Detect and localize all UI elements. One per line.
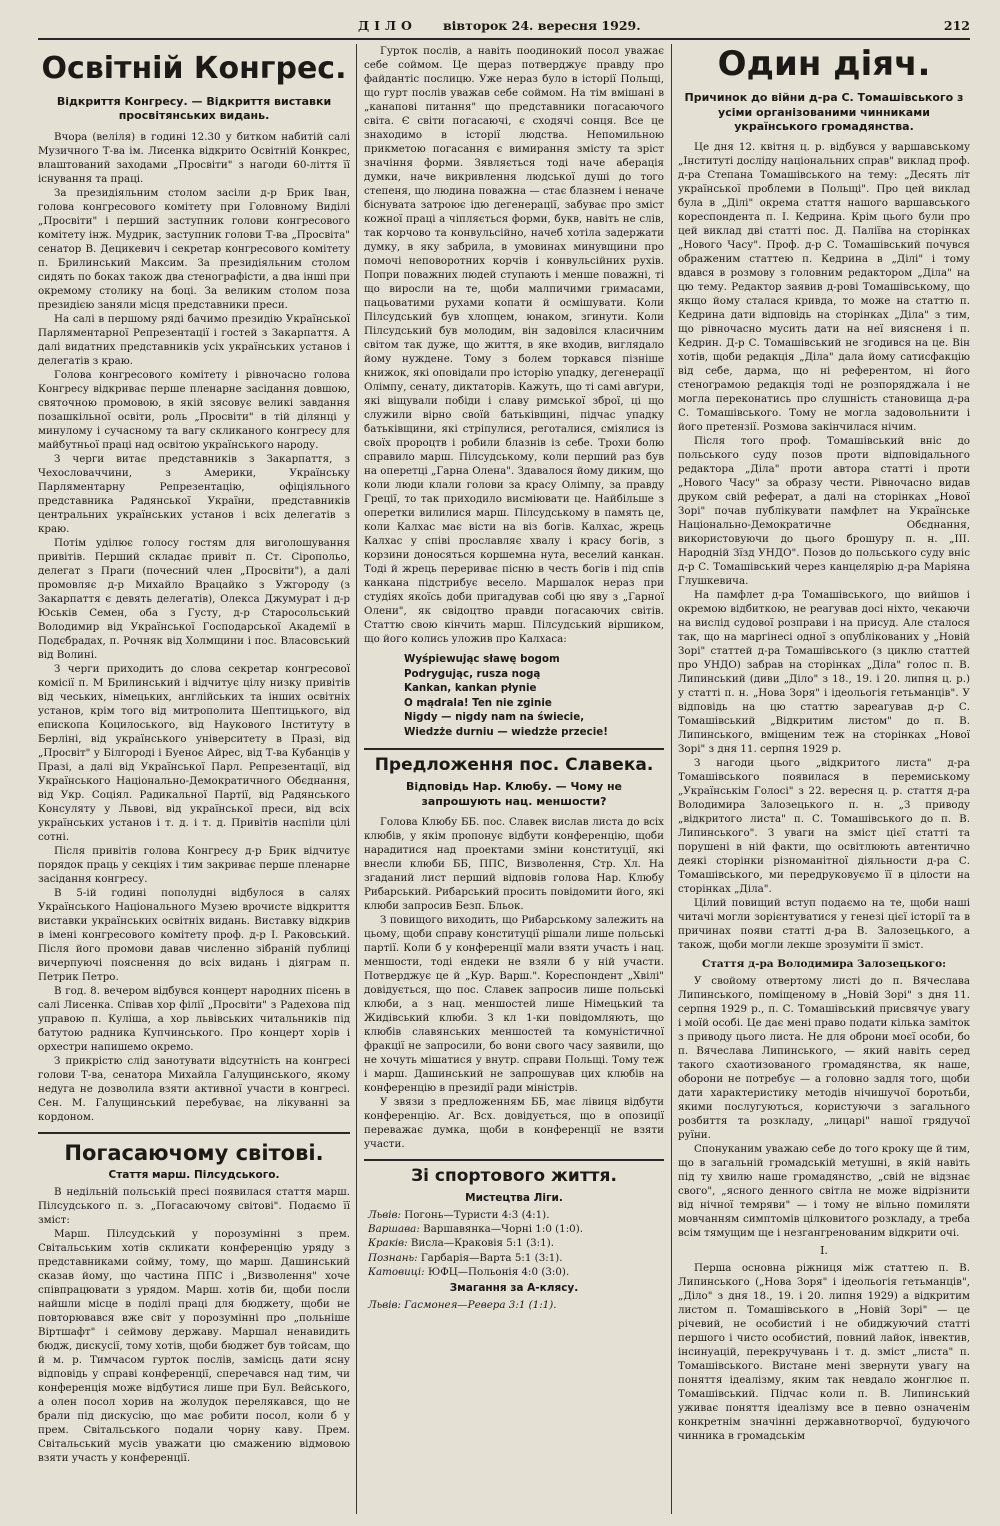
sport-city: Познань: — [368, 1251, 418, 1264]
paragraph: На памфлет д-ра Томашівського, що вийшов і окремою відбиткою, не реагував досі ніхто, чекаючи на вислід судової розправи і на присуд. Але сталося так, що на маргінесі одної з опублікованих у „Новій Зорі" статтей д-ра Томашівського (з циклю статтей про УНДО) забрав на сторінках „Діла" голос п. В. Липинський (диви „Діло" з 18., 19. і 20. липня ц. р.) у статті п. н. „Нова Зоря" і ідеольогія гетьманців". У відповідь на цю статтю зареагував д-р С. Томашівський „Відкритим листом" до п. В. Липинського, вміщеним теж на сторінках „Нової Зорі" з дня 11. серпня 1929 р. — [678, 589, 970, 756]
paragraph: У свойому отвертому листі до п. Вячеслава Липинського, поміщеному в „Новій Зорі" з дня 11. серпня 1929 р., п. С. Томашівський присвячує увагу і моїй особі. Це дає мені право подати кілька заміток з приводу цього листа. Не для оброни моєї особи, бо п. Вячеслава Липинського, — який навіть серед такого схаотизованого громадянства, як наше, оборони не потребує — а головно задля того, щоби дати характеристику методів нічишучої боротьби, якими послугуються, користуючи з загального розбиття та розкладу, „лицарі" нашої грядучої руїни. — [678, 975, 970, 1142]
paragraph: Гурток послів, а навіть поодинокий посол уважає себе соймом. Це щераз потверджує правду про файдантіс послицю. Уже нераз було в історії Польщі, що гурт послів уважав себе соймом. На тім вмішані в „канапові питання" що представники погасаючого світа. Є світи погасаючі, є сходячі сонця. Все це знаходимо в історії людства. Непомильною прикметою погасання є вимирання змісту та зріст значіння форми. Зявляється тоді наче аберація думки, наче викривлення людської душі до того степеня, що людина поважна — стає блазнем і неначе біснувата затроює ідю дегенерації, забуває про зміст кожної праці а чіпляється форми, букв, навіть не слів, так корчово та конвульсійно, начеб хотіла задержати думку, в яку забрила, в умовинах минувщини про помочі неповоротних корчів і конвульсійних рухів. Попри поважних людей ступають і менше поважні, ті що виросли на те, щоби малпичими гримасами, пацьоватими рухами копати й осмішувати. Коли Пілсудський був хлопцем, юнаком, згинути. Коли Пілсудський був молодим, він задовілся класичним світом так дуже, що життя, в яке входив, виглядало йому нуждене. Тому з болем торкався пізніше книжок, які оповідали про історію упадку, дегенерації Олімпу, сенату, диктаторів. Кажуть, що ті самі авґури, які віщували побіди і славу римської зброї, ці що служили вірно своїй батьківщині, підчас упадку батьківщини, які стріпулися, реготалися, сміялися із своїх пророцтв і робили блазнів із себе. Трохи болю справило марш. Пілсудському, коли перший раз був на оперетці „Гарна Олена". Здавалося йому диким, що коли люди клали голови за красу Олімпу, за правду Греції, то так приходило висміювати це. Найбільше з оперетки вилилися марш. Пілсудському в память це, коли Калхас має вісти на віз богів. Калхас, жрець Калхас у співі прославляє хвалу і красу богів, з корзини доносяться коршемна нута, веселий канкан. Тоді й жрець перериває пісню в честь богів і під спів канкана підстрибує весело. Маршалок нераз при студіях якоїсь доби пригадував собі цю яву з „Гарної Олени", як свідоцтво правди погасаючих світів. Статтю свою кінчить марш. Пілсудський віршиком, що його колись уложив про Калхаса: — [364, 45, 664, 645]
sport-result — [368, 1236, 664, 1250]
paragraph: Цілий повищий вступ подаємо на те, щоби наші читачі могли зорієнтуватися у генезі цієї історії та в причинах появи статті д-ра В. Залозецького, а також, щоби могли лекше зрозуміти її зміст. — [678, 897, 970, 952]
sport-match: Варшавянка—Чорні 1:0 (1:0). — [423, 1223, 584, 1236]
article-title-fading-world: Погасаючому світові. — [64, 1140, 324, 1165]
paragraph: З черги витає представників з Закарпаття, з Чехословаччини, з Америки, Українську Парляментарну Репрезентацію, офіціяльного представника Радянської України, представників центральних українських установ і всіх делегатів з краю. — [38, 452, 350, 535]
sport-result — [368, 1251, 664, 1265]
sport-match: ЮФЦ—Польонія 4:0 (3:0). — [427, 1266, 570, 1279]
paragraph: Голова конгресового комітету і рівночасно голова Конгресу відкриває перше пленарне засідання довшою, святочною промовою, в якій зясовує великі завдання позашкільної освіти, роль „Просвіти" в тій ділянці у минулому і сучасному та вагу скликаного конгресу для майбутньої праці над освітою українського народу. — [38, 368, 350, 451]
columns — [38, 44, 970, 1514]
paper-name: ДІЛО — [358, 18, 417, 33]
column-2 — [364, 44, 664, 1514]
paragraph: В недільній польській пресі появилася стаття марш. Пілсудського п. з. „Погасаючому світові". Подаємо її зміст: — [38, 1185, 350, 1226]
sport-match: Погонь—Туристи 4:3 (4:1). — [404, 1208, 550, 1221]
sport-result — [368, 1298, 664, 1312]
paragraph: У звязи з предложенням ББ, має лівиця відбути конференцію. Аг. Всх. довідується, що в опозиції переважає думка, щоби в конференції не взяти участи. — [364, 1095, 664, 1150]
section-number: І. — [820, 1244, 828, 1258]
sport-match: Гасмонея—Ревера 3:1 (1:1). — [404, 1298, 557, 1311]
masthead — [38, 16, 970, 40]
sport-result — [368, 1265, 664, 1279]
paragraph: З повищого виходить, що Рибарському залежить на цьому, щоби справу конституції рішали лише польські партії. Коли б у конференції мали взяти участь і нац. меншости, тоді ендеки не взяли б у ній участи. Потверджує це й „Кур. Варш.". Кореспондент „Хвілі" довідується, що пос. Славек запросив лише польські клюби, а з нац. меншостей лише Німецький та Жидівський клюби. З кл 1-ки повідомляють, що клюбів славянських меншостей та комуністичної фракції не запросили, бо вони свого часу заявили, що не хочуть мішатися у внутр. справи Польщі. Тому теж і марш. Дашинський не запрошував цих клюбів на конференцію в президії ради міністрів. — [364, 913, 664, 1094]
sport-city: Львів: — [368, 1208, 401, 1221]
column-rule — [671, 44, 672, 1514]
paragraph: Після того проф. Томашівський вніс до польського суду позов проти відповідального редактора „Діла" проти автора статті і проти „Нового Часу" за образу чести. Рівночасно видав друком свій реферат, а далі на сторінках „Нової Зорі" почав публікувати памфлет на Українське Національно-Демократичне Обєднання, використовуючи до цього брошуру п. н. „ІІІ. Народній Зїзд УНДО". Позов до польського суду вніс д-р С. Томашівський через канцелярію д-ра Маріяна Глушкевича. — [678, 435, 970, 588]
sport-results — [364, 1208, 664, 1280]
paragraph: Спонуканим уважаю себе до того кроку ще й тим, що в загальній громадській метушні, в якій навіть під ту хвилю наше громадянство, „свій не відзнає свого", „ясного денного світла не може відрізнити від нічної темряви" — і тому не вільно помиляти мовчанням симптомів цілковитого розкладу, а треба всім тямущим ще і незгангренованим відкрити очі. — [678, 1143, 970, 1240]
sport-match: Висла—Краковія 5:1 (3:1). — [410, 1237, 554, 1250]
paragraph: Марш. Пілсудський у порозумінні з прем. Світальським хотів скликати конференцію уряду з представниками сойму, тому, що марш. Дашинський сказав йому, що частина ППС і „Визволення" хоче співпрацювати з урядом. Марш. хотів би, щоби посли найшли місце в поділі праці для бюджету, щоби не повторювався вже світ у порозумінні про „польніше Віртшафт" і сеймову державу. Маршал ненавидить бюдж, дискусії, тому хотів, щоби бюджет був тойсам, що й м. р. Тимчасом гурток послів, замісць дати ясну відповідь у справі конференції, сперечався над тим, чи конференція може відбутися лише при Бул. Вейського, а олен посол хорив на жолудок перелякався, що не брали під дискусію, що має робити посол, коли б у прем. Світальського подали чорну каву. Прем. Світальський мусів уважати цю смажению відмовою взяти участь у конференції. — [38, 1227, 350, 1464]
paragraph: З прикрістю слід занотувати відсутність на конгресі голови Т-ва, сенатора Михайла Галущинського, якому недуга не дозволила взяти активної участи в конгресі. Сен. М. Галущинський перебуває, на лікуванні за кордоном. — [38, 1054, 350, 1123]
poem-line: Kankan, kankan płynie — [404, 682, 537, 695]
sport-city: Катовиці: — [368, 1266, 425, 1279]
section-divider — [364, 1159, 664, 1161]
paragraph: В 5-ій годині пополудні відбулося в салях Українського Національного Музею врочисте відкриття виставки українських освітніх видань. Виставку відкрив в імені конгресового комітету проф. д-р І. Раковський. Після його промови давав численно зібраній публиці вичерпуючі пояснення до всіх видань і діяграм п. Петрик Петро. — [38, 886, 350, 983]
article-title-sports: Зі спортового життя. — [411, 1165, 617, 1186]
sport-match: Гарбарія—Варта 5:1 (3:1). — [420, 1251, 563, 1264]
paragraph: З черги приходить до слова секретар конгресової комісії п. М Брилинський і відчитує цілу низку привітів від чеських, німецьких, англійських та інших освітніх установ, крім того від митрополита Шептицького, від епископа Коцилоського, від Наукового Інституту в Берліні, від українського університету в Празі, від „Просвіт" у Білгороді і Буеноє Айрес, від Т-ва Кубанців у Празі, а далі від Української Парл. Репрезентації, від Українського Національно-Демократичного Обєднання, від Укр. Соціял. Радикальної Партії, від Радянського Консуляту у Львові, від української преси, від всіх українських установ і т. д. і т. д. Привітів наспіли цілі сотні. — [38, 662, 350, 843]
column-1 — [38, 44, 350, 1514]
article-body-congress — [38, 130, 350, 1124]
sport-results-a-class — [364, 1298, 664, 1312]
issue-date: вівторок 24. вересня 1929. — [443, 18, 641, 33]
article-title-congress: Освітній Конгрес. — [41, 51, 347, 86]
column-rule — [356, 44, 357, 1514]
section-divider — [38, 1132, 350, 1134]
poem-line: O mądrala! Ten nie zginie — [404, 696, 552, 709]
paragraph: Перша основна ріжниця між статтею п. В. Липинського („Нова Зоря" і ідеольогія гетьманців", „Діло" з дня 18., 19. і 20. липня 1929) а відкритим листом п. Томашівського в „Новій Зорі" — це річевий, не особистий і не обиджуючий статті першого і чисто особистий, повний лайок, інвектив, інсинуацій, перекручувань і т. д. зміст „листа" п. Томашівського. Вистане мені звернути увагу на поняття ідеалізму, яким так невдало жонглює п. Томашівський. Підчас коли п. В. Липинський уживає поняття ідеалізму все в певно означенім конкретнім значінні державнотворчої, будуючого чинника в громадськім — [678, 1262, 970, 1443]
poem-line: Wiedzże durniu — wiedzże przecie! — [404, 726, 608, 739]
column-3 — [678, 44, 970, 1514]
paragraph: Вчора (веліля) в годині 12.30 у битком набитій салі Музичного Т-ва ім. Лисенка відкрито Освітній Конкрес, влаштований заходами „Просвіти" з нагоди 60-ліття її існування та праці. — [38, 130, 350, 185]
poem-line: Podrygując, rusza nogą — [404, 667, 541, 680]
article-subtitle-sports: Мистецтва Ліги. — [465, 1191, 563, 1204]
section-title-zalozetsky: Стаття д-ра Володимира Залозецького: — [702, 958, 946, 971]
paragraph: Це дня 12. квітня ц. р. відбувся у варшавському „Інституті досліду національних справ" виклад проф. д-ра Степана Томашівського на тему: „Десять літ української проблеми в Польщі". Про цей виклад була в „Ділі" окрема стаття нашого варшавського кореспондента п. І. Кедрина. Крім цього були про цей виклад дві статті пос. Д. Паліїва на сторінках „Нового Часу". Проф. д-р С. Томашівський почувся ображеним статтею п. Кедрина в „Ділі" і тому вдався в розмову з головним редактором „Діла" на цю тему. Редактор заявив д-рові Томашівському, що якщо йому сталася кривда, то може на статтю п. Кедрина дати відповідь на сторінках „Діла" з тим, що рівночасно мусить дати на неї виясненя і п. Кедрин. Д-р С. Томашівський не згодився на це. Він хотів, щоби редакція „Діла" дала йому сатисфакцію від себе, дарма, що ні референтом, ні його стенограмою редакція тоді не розпоряджала і не могла переконатись про слушність становища д-ра С. Томашівського. Тому не могла задовольнити і його претензії. Розмова закінчилася нічим. — [678, 141, 970, 434]
article-subtitle-slavek: Відповідь Нар. Клюбу. — Чому не запрошують нац. меншости? — [405, 780, 623, 808]
paragraph: На салі в першому ряді бачимо президію Української Парляментарної Репрезентації і гостей з Закарпаття. А далі видатних представників усіх українських установ і делегатів з краю. — [38, 312, 350, 367]
sport-city: Варшава: — [368, 1223, 420, 1236]
paragraph: З нагоди цього „відкритого листа" д-ра Томашівського появилася в перемиському „Українськім Голосі" з 22. вересня ц. р. стаття д-ра Володимира Залозецького п. н. „З приводу „відкритого листа" п. С. Томашівського до п. В. Липинського". З уваги на зміст цієї статті та порушені в ній факти, що освітлюють автентично деякі сторінки різноманітної діяльности д-ра С. Томашівського, ми передруковуємо її в цілости на сторінках „Діла". — [678, 757, 970, 896]
paragraph: Голова Клюбу ББ. пос. Славек вислав листа до всіх клюбів, у якім пропонує відбути конференцію, щоби нарадитися над проектами зміни конституції, які внесли клюби ББ, ППС, Визволення, Стр. Хл. На згаданий лист перший відповів голова Нар. Клюбу Рибарський. Рибарський просить повідомити його, які клюби запросив Безп. Бльок. — [364, 815, 664, 912]
paragraph: За президіяльним столом засіли д-р Брик Іван, голова конгресового комітету при Головному Виділі „Просвіти" і перший заступник голови конгресового комітету інж. Мудрик, заступник голови Т-ва „Просвіта" сенатор В. Децикевич і секретар конгресового комітету п. Брилинський Максим. За президіяльним столом сидять по боках також два стенографісти, а два інші при окремому столику на боці. За великим столом поза президією заняли місця представники преси. — [38, 186, 350, 311]
article-title-slavek: Предложення пос. Славека. — [374, 754, 654, 775]
article-subtitle-fading-world: Стаття марш. Пілсудського. — [108, 1168, 280, 1181]
article-subtitle-congress: Відкриття Конгресу. — Відкриття виставки просвітянських видань. — [56, 95, 332, 123]
paragraph: В год. 8. вечером відбувся концерт народних пісень в салі Лисенка. Співав хор філії „Просвіти" з Радехова під управою п. Куліша, а хор львівських читальників під батутою радника Купчинського. Про концерт хорів і орхестри напишемо окремо. — [38, 984, 350, 1053]
poem — [404, 652, 664, 740]
paragraph: Потім уділює голосу гостям для виголошування привітів. Перший складає привіт п. Ст. Сіропольо, делегат з Праги (почесний член „Просвіти"), а далі промовляє д-р Михайло Врацайко з Ужгороду (з Закарпаття є девять делегатів), Олекса Джумурат і д-р Юськів Семен, оба з Густу, д-р Старосольський Володимир від Української Господарської Академії в Подєбрадах, п. Рочняк від Холмщини і пос. Власовський від Волині. — [38, 536, 350, 661]
sport-result — [368, 1222, 664, 1236]
article-subsection-a-class: Змагання за А-клясу. — [449, 1281, 579, 1294]
sport-city: Львів: — [368, 1298, 401, 1311]
article-subtitle-one-activist: Причинок до війни д-ра С. Томашівського з усіми організованими чинниками українського громадянства. — [684, 91, 964, 133]
sport-city: Краків: — [368, 1237, 408, 1250]
poem-line: Wyśpiewując sławę bogom — [404, 653, 560, 665]
article-title-one-activist: Один діяч. — [717, 44, 931, 84]
poem-line: Nigdy — nigdy nam na świecie, — [404, 711, 585, 724]
page-number: 212 — [943, 18, 970, 33]
sport-result — [368, 1208, 664, 1222]
section-divider — [364, 748, 664, 750]
paragraph: Після привітів голова Конгресу д-р Брик відчитує порядок праць у секціях і тим закриває перше пленарне засідання конгресу. — [38, 844, 350, 885]
